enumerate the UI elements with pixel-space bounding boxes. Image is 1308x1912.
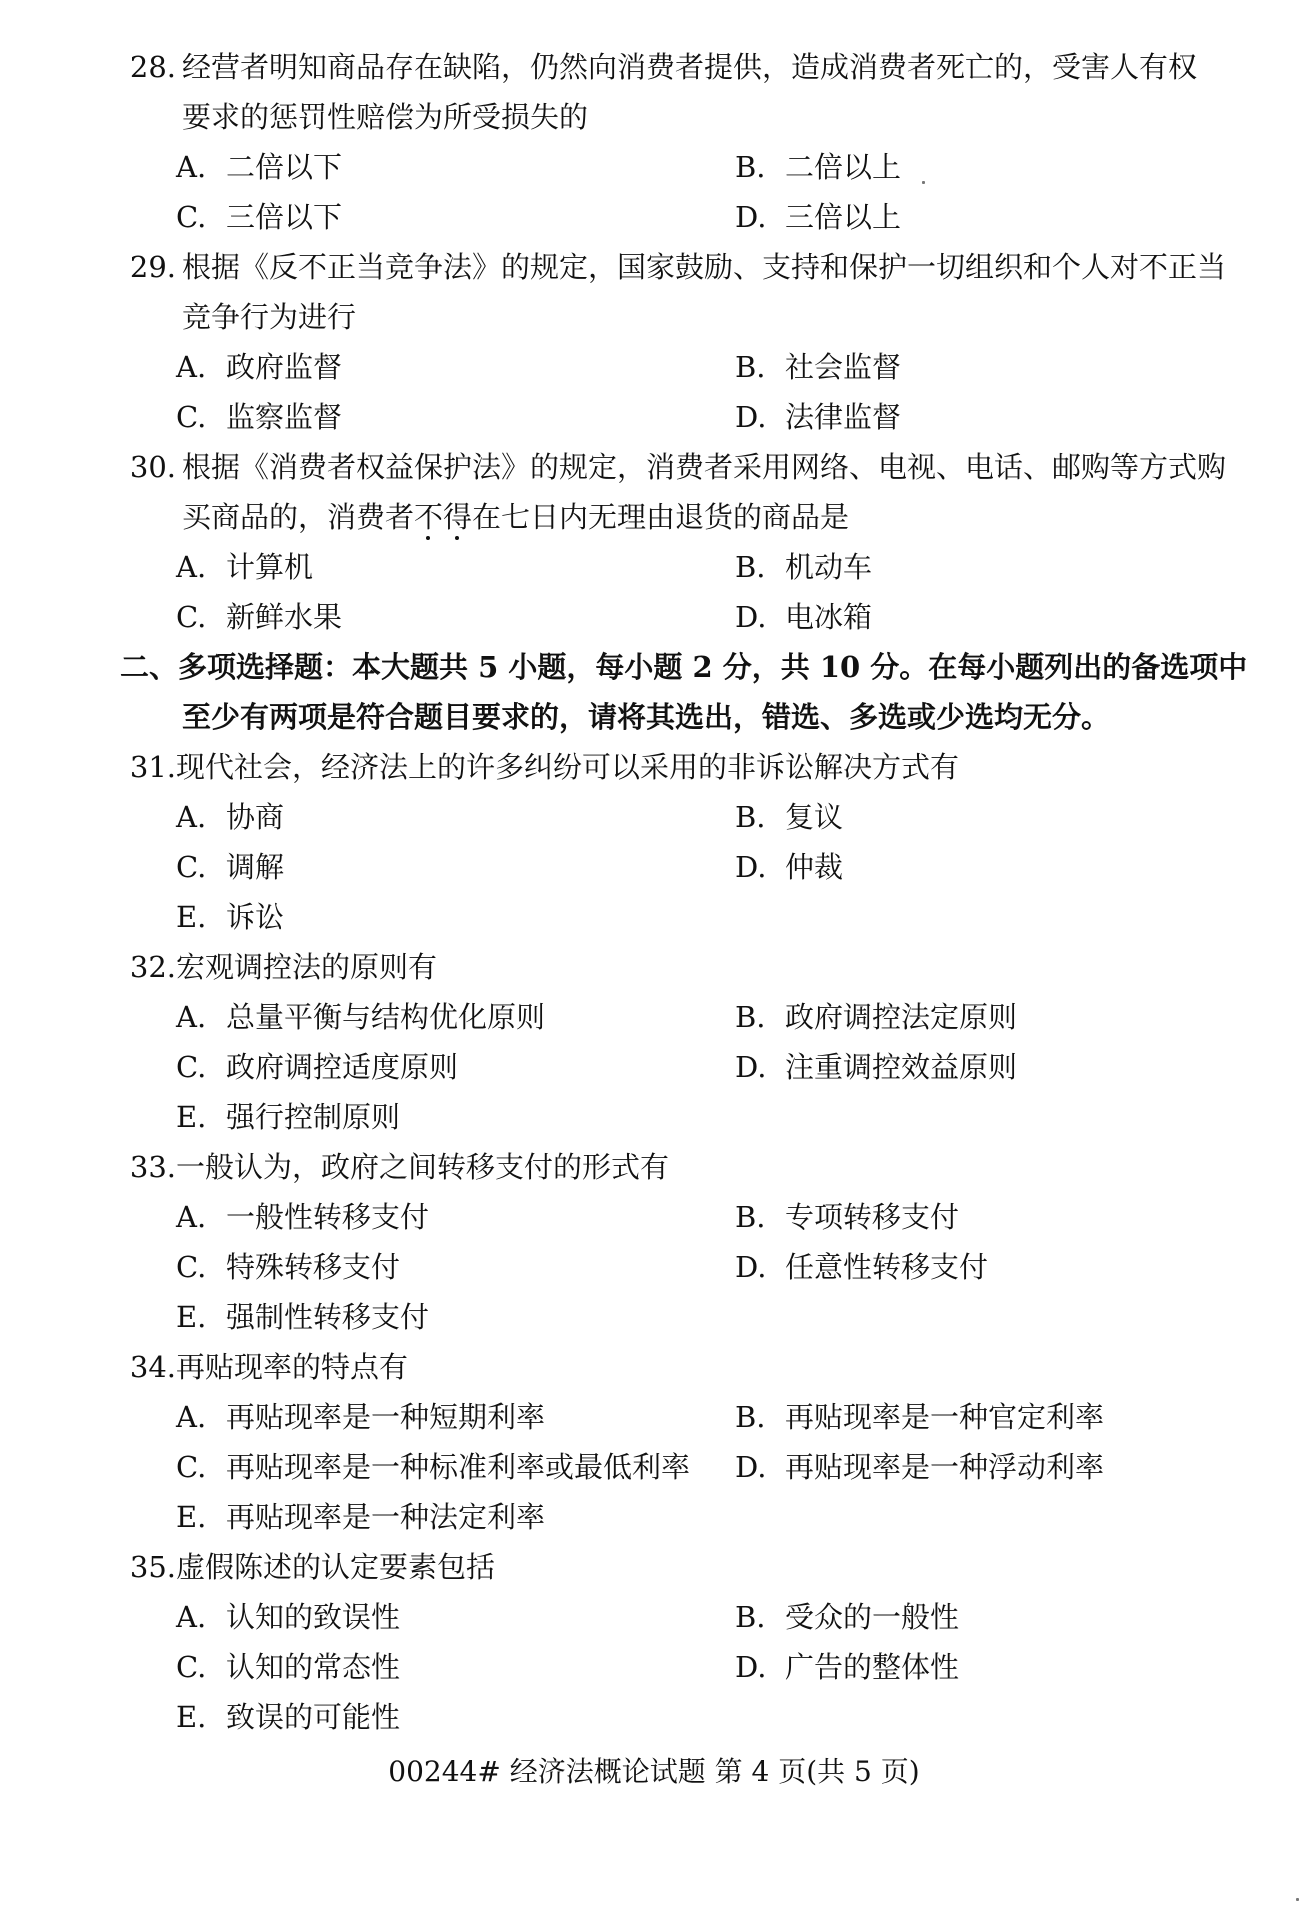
option-c: C. 调解 xyxy=(176,850,285,884)
page-footer: 00244# 经济法概论试题 第 4 页(共 5 页) xyxy=(388,1755,920,1788)
question-text: 要求的惩罚性赔偿为所受损失的 xyxy=(182,100,589,134)
option-c: C. 新鲜水果 xyxy=(176,600,343,634)
scan-speck xyxy=(1296,1898,1299,1901)
question-text: 再贴现率的特点有 xyxy=(176,1350,409,1384)
question-number: 34. xyxy=(129,1350,176,1384)
option-b: B. 复议 xyxy=(735,800,844,834)
option-b: B. 再贴现率是一种官定利率 xyxy=(735,1400,1105,1434)
option-a: A. 二倍以下 xyxy=(176,150,343,184)
option-c: C. 政府调控适度原则 xyxy=(176,1050,459,1084)
question-text: 买商品的，消费者不得 在七日内无理由退货的商品是 xyxy=(182,492,849,542)
option-e: E. 强行控制原则 xyxy=(176,1100,401,1134)
question-number: 32. xyxy=(129,950,176,984)
question-text: 宏观调控法的原则有 xyxy=(176,950,438,984)
question-number: 29. xyxy=(129,250,176,284)
question-text: 经营者明知商品存在缺陷，仍然向消费者提供，造成消费者死亡的，受害人有权 xyxy=(182,50,1198,84)
option-d: D. 法律监督 xyxy=(735,400,902,434)
emphasis-text: 不得 xyxy=(414,500,472,534)
option-c: C. 三倍以下 xyxy=(176,200,343,234)
option-d: D. 电冰箱 xyxy=(735,600,873,634)
option-a: A. 政府监督 xyxy=(176,350,343,384)
option-b: B. 机动车 xyxy=(735,550,873,584)
question-number: 35. xyxy=(129,1550,176,1584)
option-e: E. 致误的可能性 xyxy=(176,1700,401,1734)
option-d: D. 再贴现率是一种浮动利率 xyxy=(735,1450,1105,1484)
question-number: 31. xyxy=(129,750,176,784)
section-heading-line: 至少有两项是符合题目要求的，请将其选出，错选、多选或少选均无分。 xyxy=(182,700,1111,734)
option-a: A. 认知的致误性 xyxy=(176,1600,401,1634)
option-a: A. 计算机 xyxy=(176,550,314,584)
section-heading-line: 二、多项选择题：本大题共 5 小题，每小题 2 分，共 10 分。在每小题列出的备选项中 xyxy=(120,650,1248,684)
option-b: B. 专项转移支付 xyxy=(735,1200,960,1234)
option-d: D. 广告的整体性 xyxy=(735,1650,960,1684)
question-text: 根据《反不正当竞争法》的规定，国家鼓励、支持和保护一切组织和个人对不正当 xyxy=(182,250,1227,284)
option-c: C. 再贴现率是一种标准利率或最低利率 xyxy=(176,1450,691,1484)
option-a: A. 一般性转移支付 xyxy=(176,1200,430,1234)
question-number: 28. xyxy=(129,50,176,84)
option-a: A. 总量平衡与结构优化原则 xyxy=(176,1000,546,1034)
option-d: D. 三倍以上 xyxy=(735,200,902,234)
option-e: E. 再贴现率是一种法定利率 xyxy=(176,1500,546,1534)
option-b: B. 二倍以上 xyxy=(735,150,902,184)
scan-speck xyxy=(922,181,925,184)
option-b: B. 受众的一般性 xyxy=(735,1600,960,1634)
option-d: D. 任意性转移支付 xyxy=(735,1250,989,1284)
question-number: 33. xyxy=(129,1150,176,1184)
option-d: D. 注重调控效益原则 xyxy=(735,1050,1018,1084)
option-b: B. 政府调控法定原则 xyxy=(735,1000,1018,1034)
question-text: 虚假陈述的认定要素包括 xyxy=(176,1550,496,1584)
question-text: 一般认为，政府之间转移支付的形式有 xyxy=(176,1150,670,1184)
option-c: C. 特殊转移支付 xyxy=(176,1250,401,1284)
option-e: E. 诉讼 xyxy=(176,900,285,934)
option-c: C. 认知的常态性 xyxy=(176,1650,401,1684)
question-text: 现代社会，经济法上的许多纠纷可以采用的非诉讼解决方式有 xyxy=(176,750,960,784)
option-d: D. 仲裁 xyxy=(735,850,844,884)
question-number: 30. xyxy=(129,450,176,484)
option-a: A. 再贴现率是一种短期利率 xyxy=(176,1400,546,1434)
question-text: 竞争行为进行 xyxy=(182,300,357,334)
option-a: A. 协商 xyxy=(176,800,285,834)
option-c: C. 监察监督 xyxy=(176,400,343,434)
question-text: 根据《消费者权益保护法》的规定，消费者采用网络、电视、电话、邮购等方式购 xyxy=(182,450,1227,484)
option-e: E. 强制性转移支付 xyxy=(176,1300,430,1334)
option-b: B. 社会监督 xyxy=(735,350,902,384)
